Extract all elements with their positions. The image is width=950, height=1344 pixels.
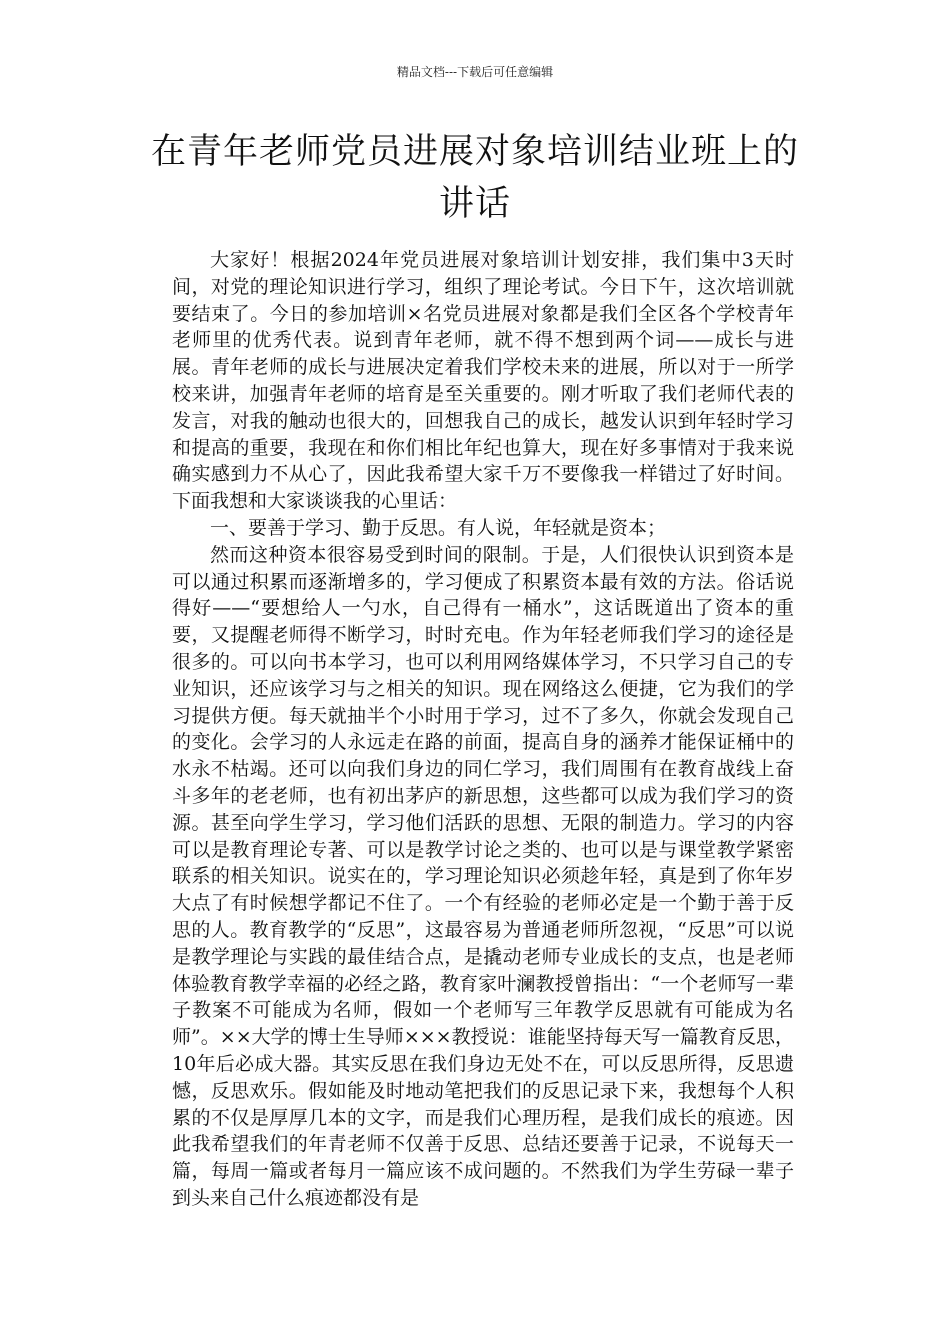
page-header-note: 精品文档---下载后可任意编辑	[396, 65, 554, 79]
document-title: 在青年老师党员进展对象培训结业班上的讲话	[150, 132, 799, 224]
paragraph-intro: 大家好！根据2024年党员进展对象培训计划安排，我们集中3天时间，对党的理论知识进行学习，组织了理论考试。今日下午，这次培训就要结束了。今日的参加培训×名党员进展对象都是我们全区各个学校青年老师里的优秀代表。说到青年老师，就不得不想到两个词——成长与进展。青年老师的成长与进展决定着我们学校未来的进展，所以对于一所学校来讲，加强青年老师的培育是至关重要的。刚才听取了我们老师代表的发言，对我的触动也很大的，回想我自己的成长，越发认识到年轻时学习和提高的重要，我现在和你们相比年纪也算大，现在好多事情对于我来说确实感到力不从心了，因此我希望大家千万不要像我一样错过了好时间。下面我想和大家谈谈我的心里话：	[172, 249, 794, 513]
paragraph-learning-reflection: 然而这种资本很容易受到时间的限制。于是，人们很快认识到资本是可以通过积累而逐渐增多的，学习便成了积累资本最有效的方法。俗话说得好——“要想给人一勺水，自己得有一桶水”，这话既道出了资本的重要，又提醒老师得不断学习，时时充电。作为年轻老师我们学习的途径是很多的。可以向书本学习，也可以利用网络媒体学习，不只学习自己的专业知识，还应该学习与之相关的知识。现在网络这么便捷，它为我们的学习提供方便。每天就抽半个小时用于学习，过不了多久，你就会发现自己的变化。会学习的人永远走在路的前面，提高自身的涵养才能保证桶中的水永不枯竭。还可以向我们身边的同仁学习，我们周围有在教育战线上奋斗多年的老老师，也有初出茅庐的新思想，这些都可以成为我们学习的资源。甚至向学生学习，学习他们活跃的思想、无限的制造力。学习的内容可以是教育理论专著、可以是教学讨论之类的、也可以是与课堂教学紧密联系的相关知识。说实在的，学习理论知识必须趁年轻，真是到了你年岁大点了有时候想学都记不住了。一个有经验的老师必定是一个勤于善于反思的人。教育教学的“反思”，这最容易为普通老师所忽视，“反思”可以说是教学理论与实践的最佳结合点，是撬动老师专业成长的支点，也是老师体验教育教学幸福的必经之路，教育家叶澜教授曾指出：“一个老师写一辈子教案不可能成为名师，假如一个老师写三年教学反思就有可能成为名师”。××大学的博士生导师×××教授说：谁能坚持每天写一篇教育反思，10年后必成大器。其实反思在我们身边无处不在，可以反思所得，反思遗憾，反思欢乐。假如能及时地动笔把我们的反思记录下来，我想每个人积累的不仅是厚厚几本的文字，而是我们心理历程，是我们成长的痕迹。因此我希望我们的年青老师不仅善于反思、总结还要善于记录，不说每天一篇，每周一篇或者每月一篇应该不成问题的。不然我们为学生劳碌一辈子到头来自己什么痕迹都没有是	[172, 543, 794, 1209]
paragraph-section-heading: 一、要善于学习、勤于反思。有人说，年轻就是资本；	[210, 516, 667, 539]
document-body	[172, 247, 794, 1212]
